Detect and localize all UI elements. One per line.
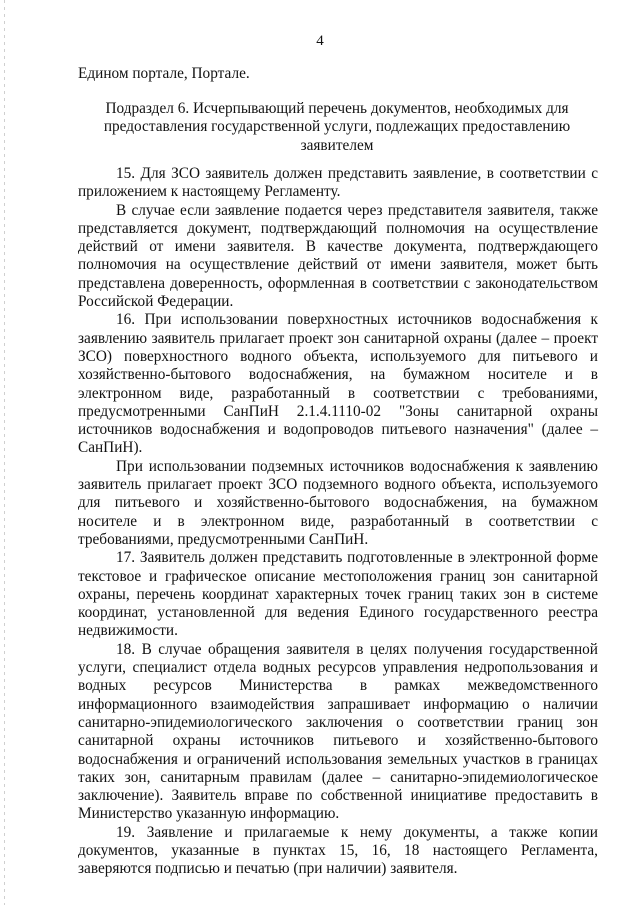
paragraph-16: 16. При использовании поверхностных источников водоснабжения к заявлению заявитель прилагает проект зон санитарной охраны (далее – проект ЗСО) поверхностного водного объекта, используемого для питьевого и хозяйственно-бытового водоснабжения, на бумажном носителе и в электронном виде, разработанный в соответствии с требованиями, предусмотренными СанПиН 2.1.4.1110-02 "Зоны санитарной охраны источников водоснабжения и водопроводов питьевого назначения" (далее – СанПиН). <box>78 311 598 457</box>
paragraph-19: 19. Заявление и прилагаемые к нему документы, а также копии документов, указанные в пунктах 15, 16, 18 настоящего Регламента, заверяются подписью и печатью (при наличии) заявителя. <box>78 823 598 878</box>
continuation-text: Едином портале, Портале. <box>78 65 250 82</box>
scan-edge-line <box>4 0 5 905</box>
paragraph-15: 15. Для ЗСО заявитель должен представить заявление, в соответствии с приложением к настоящему Регламенту. <box>78 165 598 201</box>
document-body <box>78 165 598 879</box>
paragraph-15-representative: В случае если заявление подается через представителя заявителя, также представляется документ, подтверждающий полномочия на осуществление действий от имени заявителя. В качестве документа, подтверждающего полномочия на осуществление действий от имени заявителя, может быть представлена доверенность, оформленная в соответствии с законодательством Российской Федерации. <box>78 201 598 311</box>
subsection-heading: Подраздел 6. Исчерпывающий перечень документов, необходимых для предоставления государственной услуги, подлежащих предоставлению заявителем <box>103 100 571 154</box>
paragraph-16-underground: При использовании подземных источников водоснабжения к заявлению заявитель прилагает проект ЗСО подземного водного объекта, используемого для питьевого и хозяйственно-бытового водоснабжения, на бумажном носителе и в электронном виде, разработанный в соответствии с требованиями, предусмотренными СанПиН. <box>78 457 598 548</box>
paragraph-17: 17. Заявитель должен представить подготовленные в электронной форме текстовое и графическое описание местоположения границ зон санитарной охраны, перечень координат характерных точек границ таких зон в системе координат, установленной для ведения Единого государственного реестра недвижимости. <box>78 549 598 640</box>
page-number: 4 <box>316 33 324 49</box>
paragraph-18: 18. В случае обращения заявителя в целях получения государственной услуги, специалист отдела водных ресурсов управления недропользования и водных ресурсов Министерства в рамках межведомственного информационного взаимодействия запрашивает информацию о наличии санитарно-эпидемиологического заключения о соответствии границ зон санитарной охраны источников питьевого и хозяйственно-бытового водоснабжения и ограничений использования земельных участков в границах таких зон, санитарным правилам (далее – санитарно-эпидемиологическое заключение). Заявитель вправе по собственной инициативе предоставить в Министерство указанную информацию. <box>78 640 598 823</box>
